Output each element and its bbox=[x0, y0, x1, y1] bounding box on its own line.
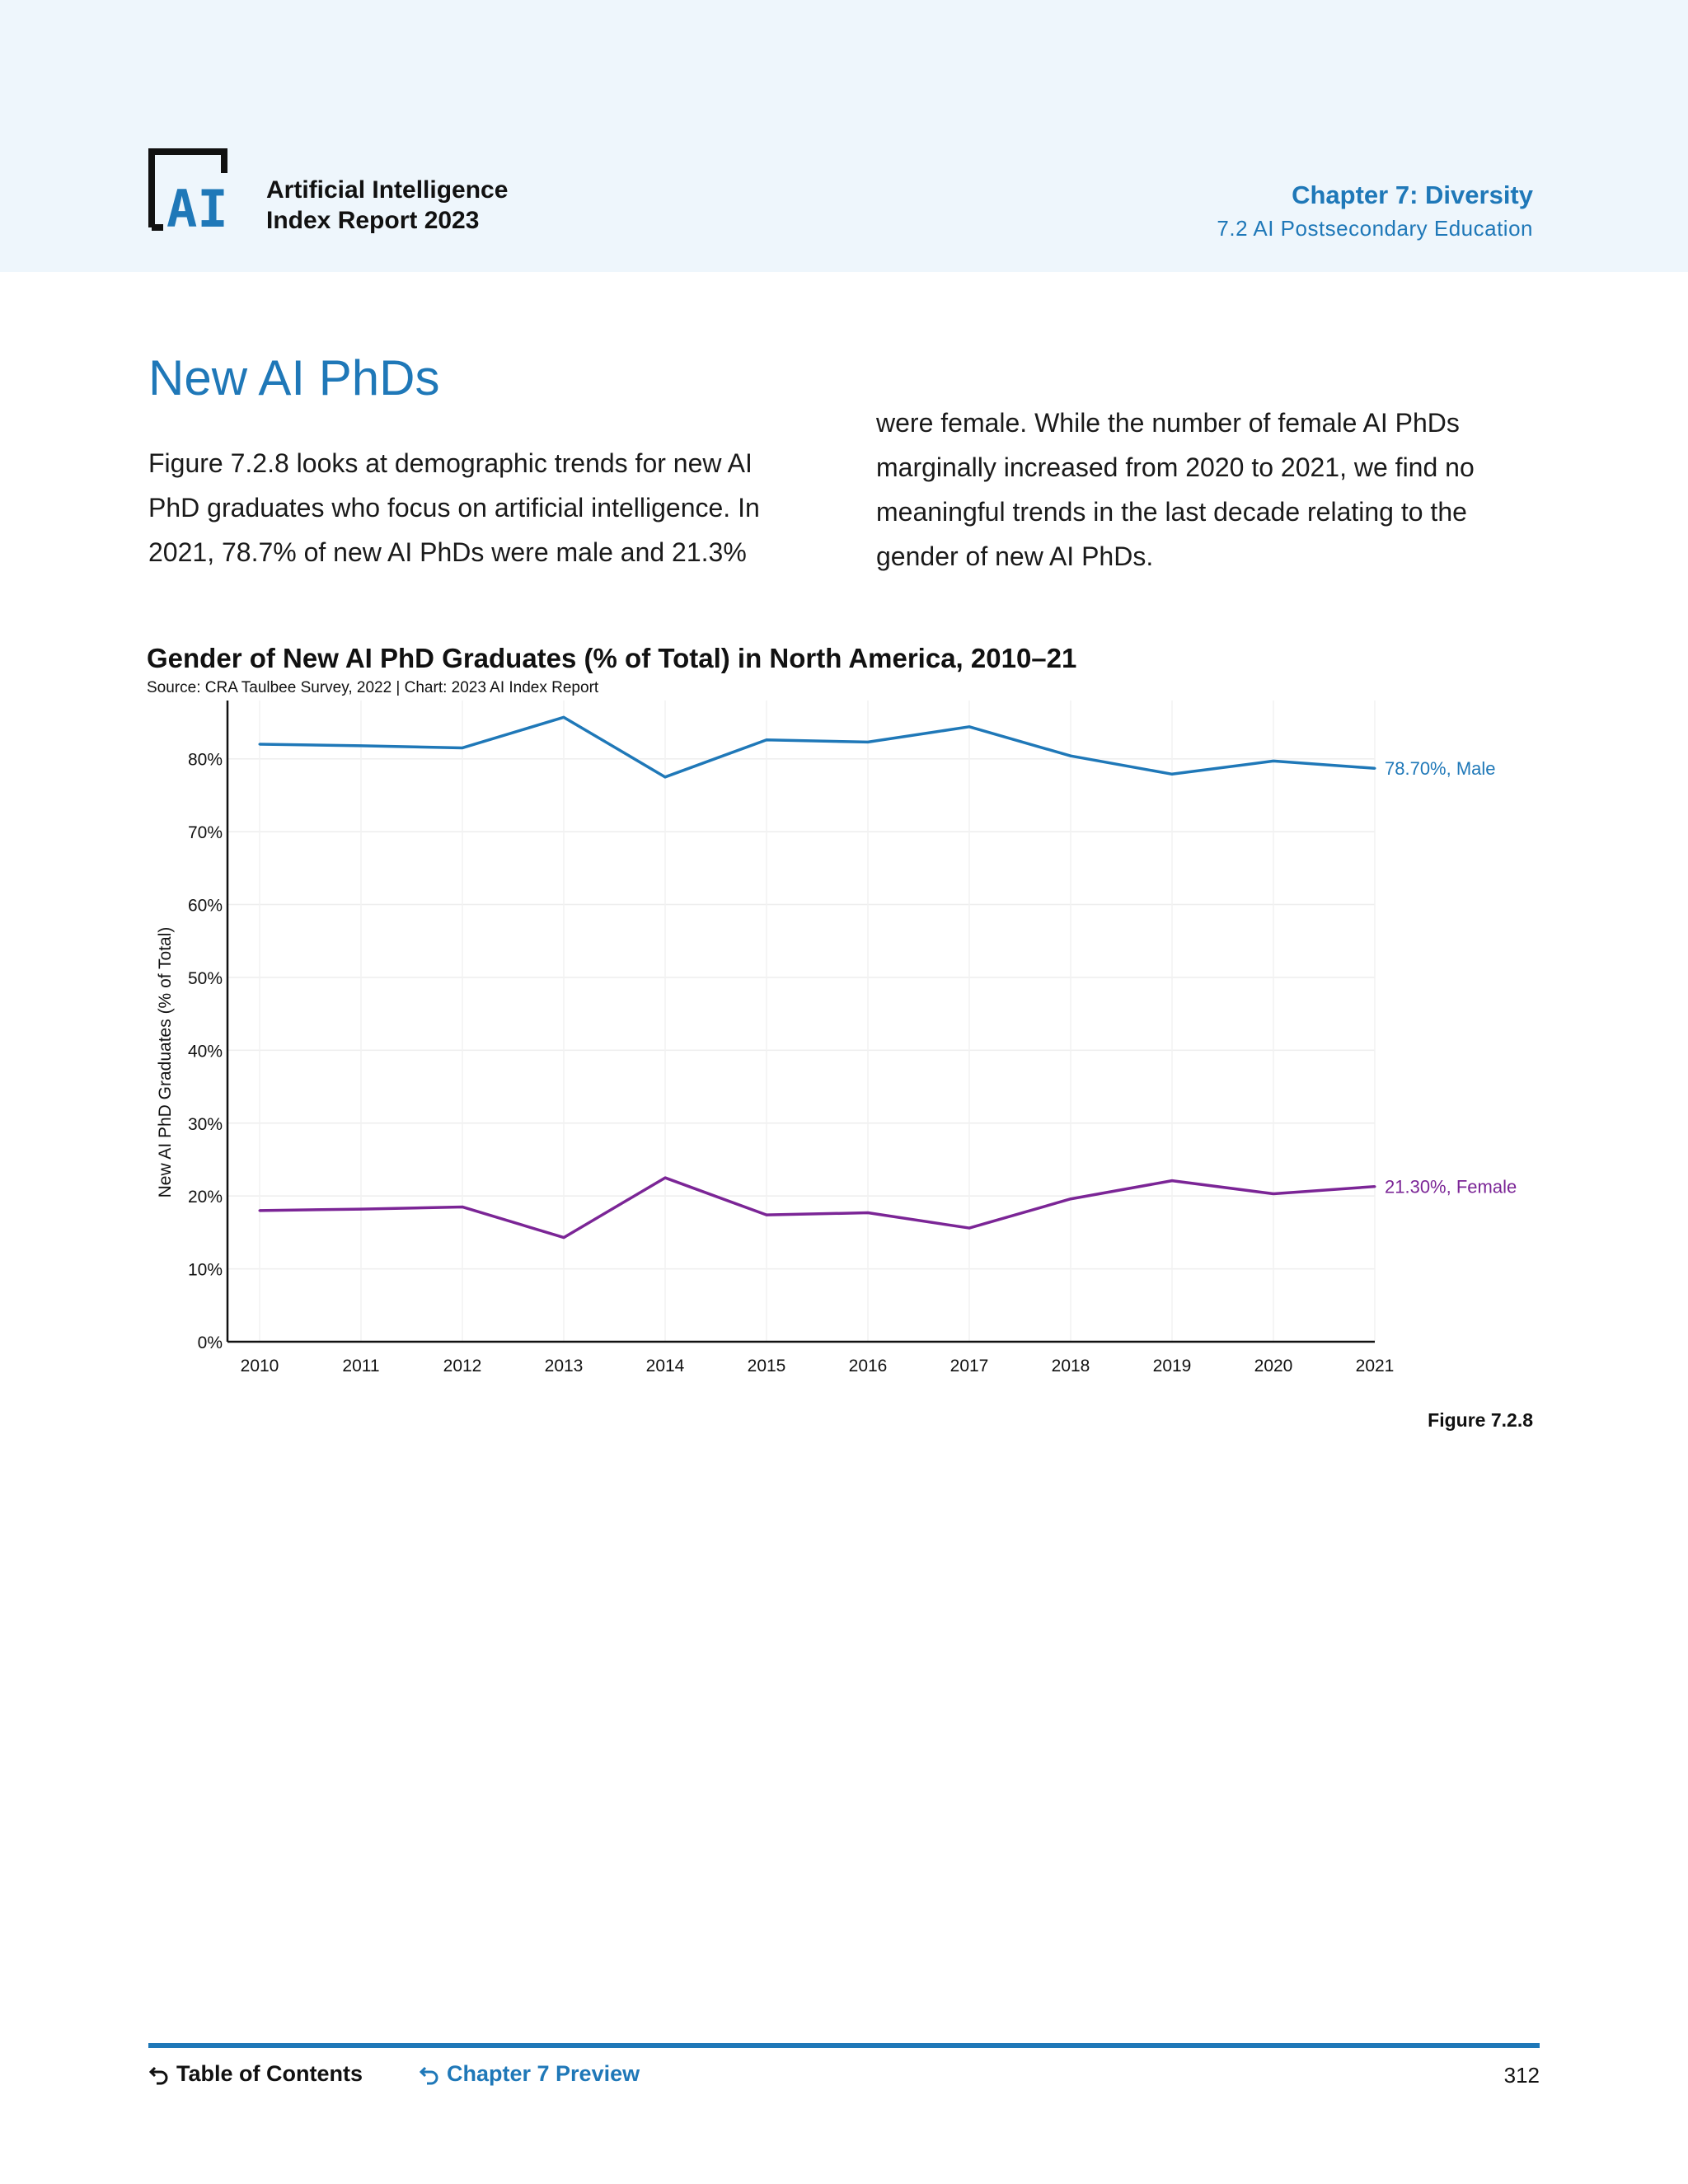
x-tick-label: 2015 bbox=[747, 1357, 786, 1376]
chart-source: Source: CRA Taulbee Survey, 2022 | Chart: 2023 AI Index Report bbox=[147, 679, 599, 696]
chapter-preview-label: Chapter 7 Preview bbox=[447, 2061, 640, 2086]
x-tick-label: 2010 bbox=[240, 1357, 279, 1376]
data-point-female bbox=[1273, 1193, 1275, 1195]
body-paragraph-left: Figure 7.2.8 looks at demographic trends for new AI PhD graduates who focus on artificial intelligence. In 2021, 78.7% of new AI PhDs were male and 21.3% bbox=[148, 448, 760, 567]
y-tick-label: 0% bbox=[197, 1333, 223, 1352]
y-tick-label: 40% bbox=[187, 1042, 223, 1062]
y-tick-label: 10% bbox=[187, 1260, 223, 1280]
figure-label: Figure 7.2.8 bbox=[1428, 1409, 1533, 1431]
data-point-female bbox=[968, 1227, 971, 1230]
x-tick-label: 2017 bbox=[950, 1357, 989, 1376]
data-point-male bbox=[1171, 773, 1174, 776]
y-tick-label: 60% bbox=[187, 896, 223, 916]
data-point-female bbox=[360, 1208, 363, 1211]
data-point-female bbox=[462, 1206, 464, 1208]
data-point-male bbox=[1070, 755, 1072, 757]
chapter-title[interactable]: Chapter 7: Diversity bbox=[1292, 180, 1533, 209]
data-point-male bbox=[462, 747, 464, 749]
x-tick-label: 2013 bbox=[544, 1357, 584, 1376]
data-point-male bbox=[1374, 767, 1376, 770]
data-point-male bbox=[360, 744, 363, 747]
table-of-contents-label: Table of Contents bbox=[176, 2061, 363, 2086]
data-point-male bbox=[563, 716, 565, 719]
data-point-female bbox=[766, 1214, 768, 1216]
data-point-female bbox=[563, 1236, 565, 1239]
chart-title: Gender of New AI PhD Graduates (% of Total) in North America, 2010–21 bbox=[147, 643, 1077, 673]
series-line-male bbox=[260, 717, 1375, 776]
data-point-male bbox=[766, 738, 768, 741]
page-number: 312 bbox=[1503, 2063, 1540, 2088]
y-tick-label: 80% bbox=[187, 750, 223, 770]
x-tick-label: 2014 bbox=[645, 1357, 685, 1376]
report-title-line1: Artificial Intelligence bbox=[266, 176, 509, 204]
data-point-female bbox=[1374, 1185, 1376, 1188]
series-line-female bbox=[260, 1178, 1375, 1237]
y-tick-label: 30% bbox=[187, 1114, 223, 1134]
x-tick-label: 2011 bbox=[342, 1357, 380, 1376]
data-point-female bbox=[664, 1177, 667, 1179]
series-end-label: 78.70%, Male bbox=[1385, 758, 1496, 780]
data-point-male bbox=[1273, 760, 1275, 762]
return-arrow-icon bbox=[419, 2064, 440, 2085]
x-tick-label: 2019 bbox=[1152, 1357, 1192, 1376]
data-point-female bbox=[867, 1212, 870, 1214]
data-point-female bbox=[1171, 1179, 1174, 1182]
y-tick-label: 20% bbox=[187, 1188, 223, 1207]
data-point-male bbox=[259, 743, 261, 746]
x-tick-label: 2021 bbox=[1355, 1357, 1395, 1376]
footer-rule bbox=[148, 2043, 1540, 2048]
data-point-female bbox=[259, 1209, 261, 1212]
chapter-preview-link[interactable] bbox=[419, 2061, 640, 2087]
table-of-contents-link[interactable] bbox=[148, 2061, 363, 2087]
return-arrow-icon bbox=[148, 2064, 170, 2085]
page-heading: New AI PhDs bbox=[148, 350, 440, 405]
y-tick-label: 70% bbox=[187, 823, 223, 843]
data-point-male bbox=[968, 725, 971, 728]
x-tick-label: 2016 bbox=[848, 1357, 888, 1376]
section-title[interactable]: 7.2 AI Postsecondary Education bbox=[1217, 216, 1533, 241]
data-point-male bbox=[867, 741, 870, 743]
y-tick-label: 50% bbox=[187, 968, 223, 988]
x-tick-label: 2012 bbox=[443, 1357, 482, 1376]
report-title-line2: Index Report 2023 bbox=[266, 207, 480, 234]
x-tick-label: 2018 bbox=[1051, 1357, 1090, 1376]
body-paragraph-right: were female. While the number of female AI PhDs marginally increased from 2020 to 2021, we find no meaningful trends in the last decade relating to the gender of new AI PhDs. bbox=[876, 408, 1475, 571]
y-axis-label: New AI PhD Graduates (% of Total) bbox=[156, 926, 175, 1198]
x-tick-label: 2020 bbox=[1254, 1357, 1293, 1376]
data-point-female bbox=[1070, 1197, 1072, 1200]
svg-text:AI: AI bbox=[166, 179, 228, 231]
series-end-label: 21.30%, Female bbox=[1385, 1176, 1517, 1197]
data-point-male bbox=[664, 776, 667, 778]
